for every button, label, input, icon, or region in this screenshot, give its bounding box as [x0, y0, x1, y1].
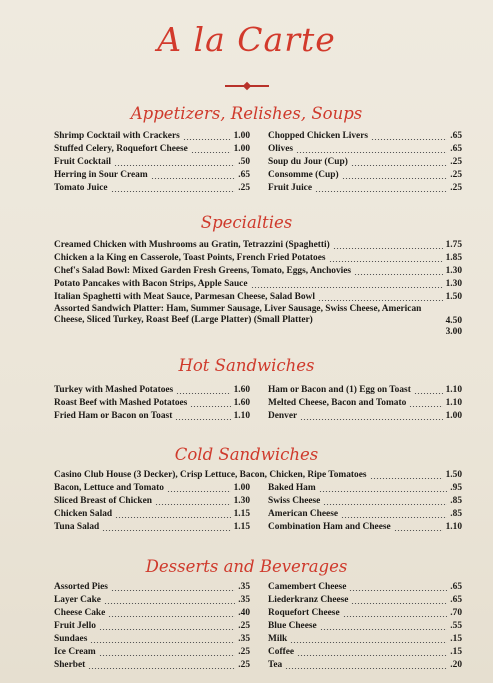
item-price: 1.00 — [445, 411, 462, 421]
dot-leader — [351, 165, 447, 166]
item-price: 1.50 — [445, 470, 462, 480]
item-name: Combination Ham and Cheese — [268, 522, 391, 532]
dot-leader — [114, 165, 235, 166]
dot-leader — [371, 139, 447, 140]
menu-item — [54, 239, 462, 251]
dot-leader — [394, 530, 443, 531]
item-name: Casino Club House (3 Decker), Crisp Lettuce, Bacon, Chicken, Ripe Tomatoes — [54, 470, 367, 480]
menu-item — [54, 633, 250, 645]
item-name: Coffee — [268, 647, 295, 657]
dot-leader — [104, 603, 235, 604]
menu-item — [54, 482, 250, 494]
section-heading-desserts-beverages: Desserts and Beverages — [145, 557, 348, 576]
item-name: Denver — [268, 411, 298, 421]
dot-leader — [285, 668, 447, 669]
menu-item — [268, 130, 462, 142]
menu-item — [268, 633, 462, 645]
menu-item — [54, 384, 250, 396]
menu-item — [54, 469, 462, 481]
item-price: .15 — [450, 634, 462, 644]
menu-item — [54, 182, 250, 194]
item-price: .25 — [450, 157, 462, 167]
dot-leader — [296, 152, 447, 153]
dot-leader — [323, 504, 447, 505]
dot-leader — [341, 517, 447, 518]
item-name: Sundaes — [54, 634, 88, 644]
menu-item — [54, 646, 250, 658]
item-name: Herring in Sour Cream — [54, 170, 148, 180]
item-name: Melted Cheese, Bacon and Tomato — [268, 398, 407, 408]
item-price: 1.00 — [233, 483, 250, 493]
section-heading-appetizers: Appetizers, Relishes, Soups — [130, 104, 363, 123]
dot-leader — [176, 393, 231, 394]
item-name: Chopped Chicken Livers — [268, 131, 369, 141]
item-price: .20 — [450, 660, 462, 670]
dot-leader — [191, 152, 231, 153]
menu-item — [54, 620, 250, 632]
item-price: 1.75 — [445, 240, 462, 250]
menu-item — [54, 508, 250, 520]
item-price: 1.85 — [445, 253, 462, 263]
item-price: .15 — [450, 647, 462, 657]
menu-item — [54, 521, 250, 533]
item-price: 1.15 — [233, 522, 250, 532]
item-price: 1.60 — [233, 398, 250, 408]
menu-item — [54, 265, 462, 277]
dot-leader — [183, 139, 231, 140]
item-name: Soup du Jour (Cup) — [268, 157, 348, 167]
dot-leader — [155, 504, 231, 505]
item-name: Consomme (Cup) — [268, 170, 339, 180]
dot-leader — [111, 191, 235, 192]
item-price: 1.00 — [233, 144, 250, 154]
item-name: Milk — [268, 634, 288, 644]
item-price: 1.10 — [445, 522, 462, 532]
dot-leader — [115, 517, 231, 518]
item-price: 1.30 — [445, 279, 462, 289]
platter-price-large: 4.50 — [445, 316, 462, 326]
dot-leader — [90, 642, 235, 643]
item-name: Tuna Salad — [54, 522, 100, 532]
menu-item — [268, 495, 462, 507]
menu-item — [268, 508, 462, 520]
menu-item — [268, 156, 462, 168]
item-name: Chicken a la King en Casserole, Toast Points, French Fried Potatoes — [54, 253, 326, 263]
item-price: .85 — [450, 496, 462, 506]
menu-item — [268, 607, 462, 619]
item-name: Potato Pancakes with Bacon Strips, Apple Sauce — [54, 279, 248, 289]
item-name: Ice Cream — [54, 647, 96, 657]
item-price: .95 — [450, 483, 462, 493]
item-price: .85 — [450, 509, 462, 519]
item-price: 1.10 — [445, 385, 462, 395]
dot-leader — [99, 655, 235, 656]
item-price: 1.30 — [445, 266, 462, 276]
dot-leader — [111, 590, 235, 591]
menu-item — [268, 482, 462, 494]
menu-item — [54, 291, 462, 303]
item-name: Fruit Juice — [268, 183, 313, 193]
menu-title: A la Carte — [157, 20, 336, 59]
item-name: Camembert Cheese — [268, 582, 347, 592]
title-ornament — [225, 84, 269, 88]
platter-desc-text: Assorted Sandwich Platter: Ham, Summer Sausage, Liver Sausage, Swiss Cheese, American Cheese, Sliced Turkey, Roast Beef (Large Platter) — [54, 304, 422, 325]
item-price: .65 — [450, 595, 462, 605]
item-name: Assorted Pies — [54, 582, 108, 592]
item-name: Shrimp Cocktail with Crackers — [54, 131, 180, 141]
dot-leader — [290, 642, 447, 643]
dot-leader — [315, 191, 447, 192]
item-name: Ham or Bacon and (1) Egg on Toast — [268, 385, 411, 395]
section-heading-specialties: Specialties — [200, 213, 293, 232]
item-price: .70 — [450, 608, 462, 618]
dot-leader — [318, 300, 443, 301]
dot-leader — [349, 590, 447, 591]
dot-leader — [319, 491, 447, 492]
item-name: Turkey with Mashed Potatoes — [54, 385, 174, 395]
platter-description — [54, 304, 436, 326]
item-name: Swiss Cheese — [268, 496, 321, 506]
small-platter-label: (Small Platter) — [253, 315, 313, 325]
item-name: Roast Beef with Mashed Potatoes — [54, 398, 188, 408]
menu-item — [268, 581, 462, 593]
item-name: Fruit Jello — [54, 621, 96, 631]
menu-item — [54, 410, 250, 422]
dot-leader — [251, 287, 443, 288]
item-name: Tomato Juice — [54, 183, 108, 193]
menu-item — [268, 410, 462, 422]
item-price: 1.10 — [445, 398, 462, 408]
menu-item — [54, 397, 250, 409]
ornament-diamond-icon — [243, 82, 251, 90]
menu-item — [268, 594, 462, 606]
dot-leader — [343, 616, 447, 617]
item-name: Chef's Salad Bowl: Mixed Garden Fresh Greens, Tomato, Eggs, Anchovies — [54, 266, 352, 276]
item-price: .25 — [450, 183, 462, 193]
menu-item — [268, 659, 462, 671]
dot-leader — [342, 178, 447, 179]
dot-leader — [409, 406, 443, 407]
item-name: Bacon, Lettuce and Tomato — [54, 483, 164, 493]
item-price: 1.60 — [233, 385, 250, 395]
item-price: 1.15 — [233, 509, 250, 519]
item-price: .25 — [238, 183, 250, 193]
menu-item — [54, 659, 250, 671]
menu-item — [268, 143, 462, 155]
item-price: 1.50 — [445, 292, 462, 302]
item-name: Sherbet — [54, 660, 86, 670]
item-price: .65 — [238, 170, 250, 180]
item-name: Creamed Chicken with Mushrooms au Gratin, Tetrazzini (Spaghetti) — [54, 240, 330, 250]
dot-leader — [151, 178, 235, 179]
menu-item — [54, 169, 250, 181]
dot-leader — [99, 629, 235, 630]
item-price: .65 — [450, 144, 462, 154]
item-price: .25 — [450, 170, 462, 180]
menu-item — [54, 581, 250, 593]
item-name: Sliced Breast of Chicken — [54, 496, 153, 506]
item-price: .55 — [450, 621, 462, 631]
section-heading-cold-sandwiches: Cold Sandwiches — [174, 445, 319, 464]
menu-item — [268, 182, 462, 194]
item-name: Blue Cheese — [268, 621, 317, 631]
menu-item — [268, 169, 462, 181]
dot-leader — [102, 530, 231, 531]
item-price: .25 — [238, 647, 250, 657]
item-price: .65 — [450, 131, 462, 141]
item-price: .35 — [238, 582, 250, 592]
item-name: Italian Spaghetti with Meat Sauce, Parmesan Cheese, Salad Bowl — [54, 292, 315, 302]
dot-leader — [320, 629, 447, 630]
item-price: 1.10 — [233, 411, 250, 421]
dot-leader — [167, 491, 231, 492]
item-price: .65 — [450, 582, 462, 592]
dot-leader — [300, 419, 443, 420]
item-price: .25 — [238, 621, 250, 631]
dot-leader — [297, 655, 447, 656]
menu-item — [268, 646, 462, 658]
item-name: American Cheese — [268, 509, 339, 519]
item-name: Layer Cake — [54, 595, 101, 605]
item-price: 1.30 — [233, 496, 250, 506]
menu-item — [268, 384, 462, 396]
menu-item — [268, 397, 462, 409]
dot-leader — [108, 616, 235, 617]
item-price: .35 — [238, 595, 250, 605]
section-heading-hot-sandwiches: Hot Sandwiches — [178, 356, 315, 375]
dot-leader — [190, 406, 231, 407]
dot-leader — [354, 274, 443, 275]
menu-item — [268, 521, 462, 533]
dot-leader — [175, 419, 231, 420]
menu-item — [54, 143, 250, 155]
item-price: 1.00 — [233, 131, 250, 141]
dot-leader — [351, 603, 447, 604]
dot-leader — [370, 478, 443, 479]
item-name: Stuffed Celery, Roquefort Cheese — [54, 144, 188, 154]
item-price: .40 — [238, 608, 250, 618]
menu-item — [54, 594, 250, 606]
menu-item — [54, 495, 250, 507]
item-name: Cheese Cake — [54, 608, 106, 618]
dot-leader — [333, 248, 443, 249]
platter-price-small: 3.00 — [445, 327, 462, 337]
item-price: .35 — [238, 634, 250, 644]
menu-item — [54, 156, 250, 168]
dot-leader — [414, 393, 443, 394]
item-name: Liederkranz Cheese — [268, 595, 349, 605]
item-name: Olives — [268, 144, 293, 154]
item-name: Tea — [268, 660, 283, 670]
menu-item — [54, 130, 250, 142]
menu-item — [268, 620, 462, 632]
dot-leader — [329, 261, 443, 262]
dot-leader — [88, 668, 235, 669]
item-name: Fruit Cocktail — [54, 157, 112, 167]
menu-item-platter — [54, 304, 462, 338]
menu-item — [54, 252, 462, 264]
item-name: Fried Ham or Bacon on Toast — [54, 411, 173, 421]
item-name: Roquefort Cheese — [268, 608, 340, 618]
item-price: .50 — [238, 157, 250, 167]
item-name: Baked Ham — [268, 483, 316, 493]
menu-item — [54, 278, 462, 290]
menu-item — [54, 607, 250, 619]
item-price: .25 — [238, 660, 250, 670]
item-name: Chicken Salad — [54, 509, 113, 519]
